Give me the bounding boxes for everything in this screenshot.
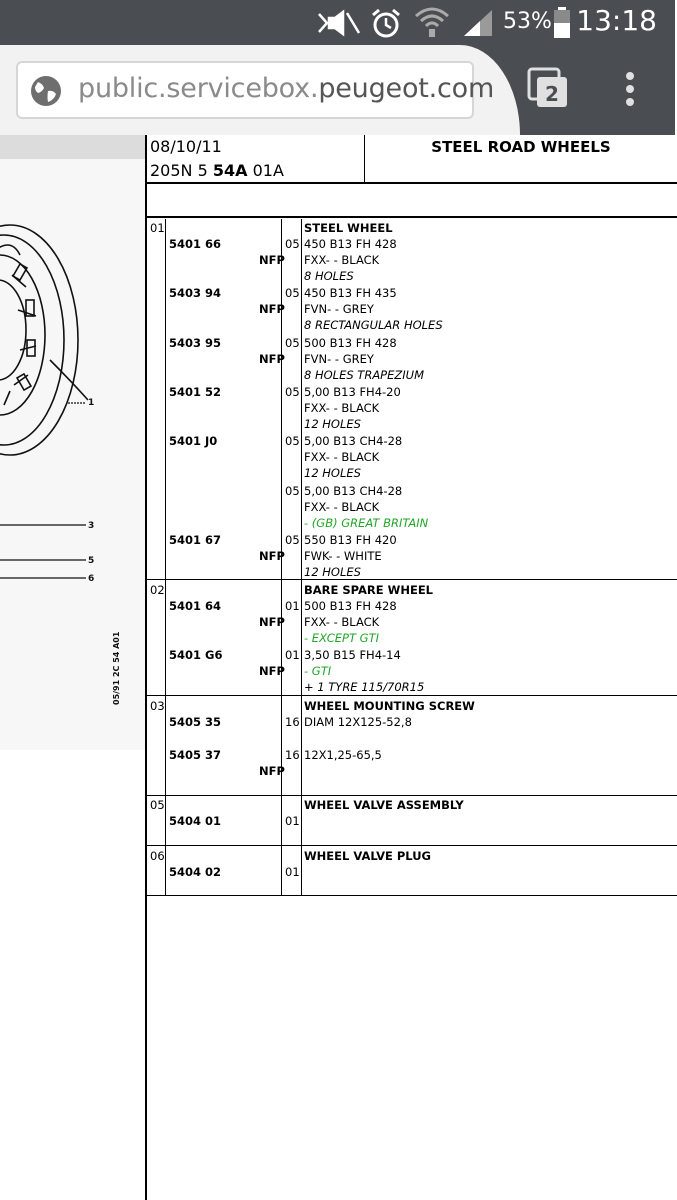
part-ref[interactable]: 5403 94 (169, 286, 222, 300)
part-ref[interactable]: 5401 52 (169, 385, 222, 399)
part-ref[interactable]: 5405 35 (169, 715, 222, 729)
part-desc: 450 B13 FH 435 (304, 286, 397, 300)
exploded-diagram[interactable] (0, 135, 145, 750)
page-title: STEEL ROAD WHEELS (431, 138, 611, 156)
nfp-flag: NFP (259, 615, 285, 629)
battery-percent: 53% (503, 9, 552, 34)
part-desc: 450 B13 FH 428 (304, 237, 397, 251)
header-divider (364, 135, 365, 183)
more-vert-icon (620, 69, 640, 113)
part-desc: 500 B13 FH 428 (304, 336, 397, 350)
part-desc: FWK- - WHITE (304, 549, 382, 563)
part-desc: 3,50 B15 FH4-14 (304, 648, 401, 662)
part-ref[interactable]: 5401 J0 (169, 434, 218, 448)
callout-5: 5 (88, 556, 95, 566)
nfp-flag: NFP (259, 352, 285, 366)
overflow-menu-button[interactable] (620, 69, 640, 113)
part-qty: 01 (285, 814, 300, 828)
header-rule (147, 182, 677, 184)
callout-6: 6 (88, 574, 95, 584)
url-bar[interactable] (16, 61, 495, 119)
group-divider (147, 895, 677, 896)
doc-reference (150, 161, 284, 180)
part-desc: 5,00 B13 CH4-28 (304, 484, 403, 498)
part-qty: 05 (285, 237, 300, 251)
part-qty: 16 (285, 748, 300, 762)
ref-bold: 54A (212, 161, 248, 180)
part-desc: 8 HOLES TRAPEZIUM (304, 368, 424, 382)
part-condition: - GTI (304, 664, 332, 678)
url-domain: peugeot.com (318, 73, 495, 104)
callout-3: 3 (88, 521, 95, 531)
toolbar-tab-area (0, 45, 520, 135)
part-desc: FXX- - BLACK (304, 401, 380, 415)
battery-icon (553, 7, 571, 39)
ref-suffix: 01A (247, 161, 284, 180)
group-number: 03 (150, 699, 165, 713)
wheel-drawing (0, 135, 145, 750)
part-ref[interactable]: 5401 G6 (169, 648, 223, 662)
part-qty: 05 (285, 533, 300, 547)
part-ref[interactable]: 5403 95 (169, 336, 222, 350)
doc-date: 08/10/11 (150, 137, 222, 156)
part-ref[interactable]: 5401 64 (169, 599, 222, 613)
nfp-flag: NFP (259, 253, 285, 267)
tabs-button[interactable] (527, 67, 571, 111)
globe-icon (30, 75, 62, 107)
part-desc: FXX- - BLACK (304, 500, 380, 514)
part-qty: 05 (285, 385, 300, 399)
status-bar (0, 0, 675, 45)
part-qty: 01 (285, 648, 300, 662)
clock: 13:18 (576, 4, 657, 37)
nfp-flag: NFP (259, 549, 285, 563)
part-desc: 12X1,25-65,5 (304, 748, 382, 762)
part-desc: FVN- - GREY (304, 302, 374, 316)
ref-prefix: 205N 5 (150, 161, 213, 180)
tab-count: 2 (545, 82, 559, 106)
group-number: 05 (150, 798, 165, 812)
group-divider (147, 795, 677, 796)
browser-toolbar (0, 45, 675, 135)
signal-icon (462, 8, 494, 38)
alarm-icon (370, 8, 402, 38)
part-ref[interactable]: 5404 01 (169, 814, 222, 828)
part-desc: 12 HOLES (304, 466, 361, 480)
part-qty: 01 (285, 599, 300, 613)
part-desc: FXX- - BLACK (304, 615, 380, 629)
group-divider (147, 695, 677, 696)
part-desc: 550 B13 FH 420 (304, 533, 397, 547)
group-title: WHEEL MOUNTING SCREW (304, 699, 475, 713)
part-ref[interactable]: 5401 67 (169, 533, 222, 547)
part-qty: 05 (285, 484, 300, 498)
part-desc: 8 HOLES (304, 269, 354, 283)
callout-1: 1 (88, 398, 95, 408)
group-title: STEEL WHEEL (304, 221, 393, 235)
group-title: WHEEL VALVE ASSEMBLY (304, 798, 464, 812)
group-number: 06 (150, 849, 165, 863)
part-desc: 5,00 B13 CH4-28 (304, 434, 403, 448)
part-ref[interactable]: 5401 66 (169, 237, 222, 251)
part-qty: 16 (285, 715, 300, 729)
part-desc: FXX- - BLACK (304, 253, 380, 267)
url-prefix: public.servicebox. (78, 73, 319, 104)
header-rule-2 (147, 216, 677, 218)
group-title: BARE SPARE WHEEL (304, 583, 433, 597)
wifi-icon (414, 6, 450, 38)
part-desc: FXX- - BLACK (304, 450, 380, 464)
part-qty: 05 (285, 336, 300, 350)
part-desc: DIAM 12X125-52,8 (304, 715, 412, 729)
part-condition: - (GB) GREAT BRITAIN (304, 516, 429, 530)
part-ref[interactable]: 5405 37 (169, 748, 222, 762)
part-desc: FVN- - GREY (304, 352, 374, 366)
nfp-flag: NFP (259, 664, 285, 678)
part-desc: 12 HOLES (304, 565, 361, 579)
group-title: WHEEL VALVE PLUG (304, 849, 431, 863)
url-text[interactable] (78, 73, 495, 104)
group-number: 02 (150, 583, 165, 597)
diagram-stamp: 05/91 2C 54 A01 (112, 631, 121, 705)
parts-document (145, 135, 675, 1200)
mute-icon (317, 10, 361, 36)
part-desc: + 1 TYRE 115/70R15 (304, 680, 425, 694)
part-qty: 05 (285, 434, 300, 448)
nfp-flag: NFP (259, 302, 285, 316)
part-desc: 5,00 B13 FH4-20 (304, 385, 401, 399)
part-condition: - EXCEPT GTI (304, 631, 379, 645)
part-desc: 500 B13 FH 428 (304, 599, 397, 613)
part-qty: 01 (285, 865, 300, 879)
nfp-flag: NFP (259, 764, 285, 778)
group-number: 01 (150, 221, 165, 235)
tabs-icon (527, 67, 571, 111)
part-ref[interactable]: 5404 02 (169, 865, 222, 879)
part-qty: 05 (285, 286, 300, 300)
group-divider (147, 845, 677, 846)
part-desc: 8 RECTANGULAR HOLES (304, 318, 443, 332)
group-divider (147, 579, 677, 580)
part-desc: 12 HOLES (304, 417, 361, 431)
